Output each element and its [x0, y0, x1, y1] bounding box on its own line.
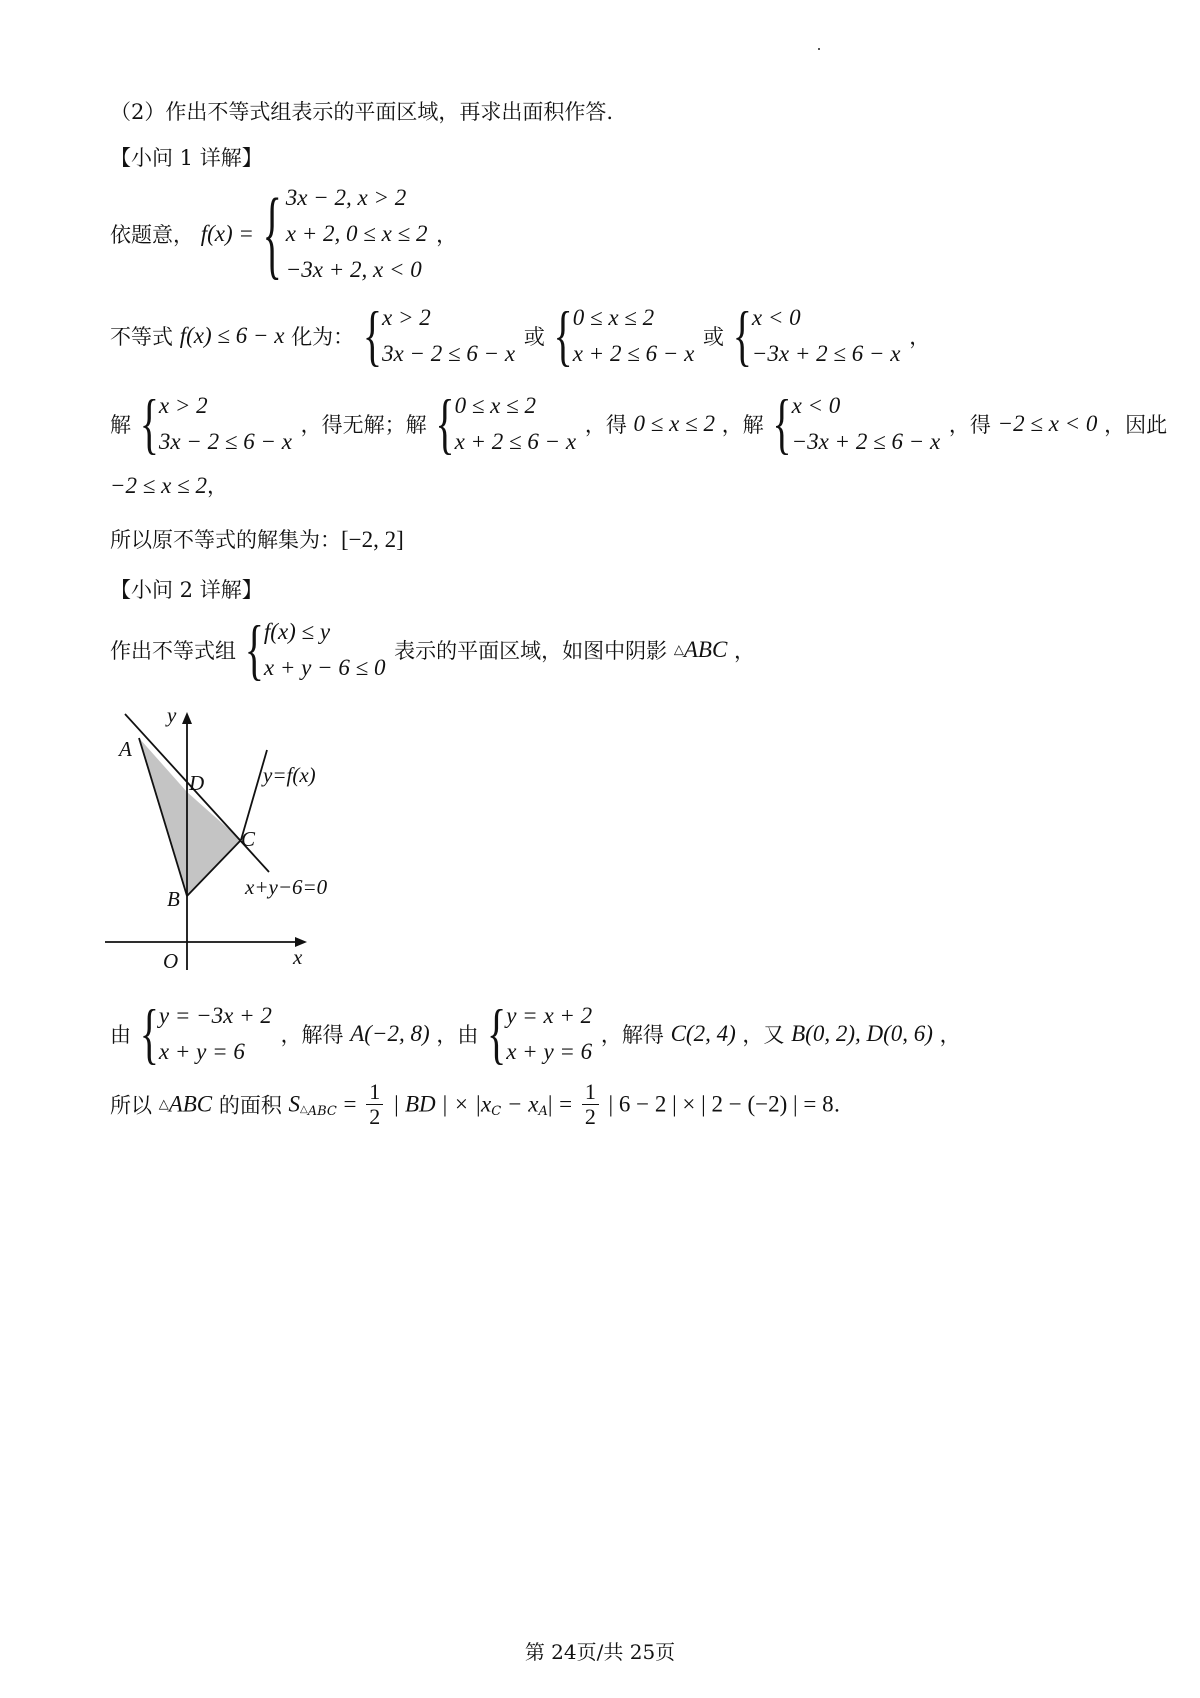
ineq-sys-3: { x < 0 −3x + 2 ≤ 6 − x — [732, 296, 901, 374]
ineq-sys-2: { 0 ≤ x ≤ 2 x + 2 ≤ 6 − x — [553, 296, 695, 374]
fx-case-3: −3x + 2, x < 0 — [285, 257, 422, 282]
label-line: x+y−6=0 — [245, 875, 328, 899]
y-axis-arrow — [182, 712, 192, 724]
solve-sys-1: { x > 2 3x − 2 ≤ 6 − x — [139, 384, 292, 462]
points-line: 由 { y = −3x + 2 x + y = 6 ，解得 A(−2, 8) ，由 { y = x + 2 x + y = 6 ，解得 C(2, 4) ，又 B(0, 2), D(0, 6) ， — [110, 994, 961, 1072]
region-sys: { f(x) ≤ y x + y − 6 ≤ 0 — [244, 610, 386, 688]
label-curve: y=f(x) — [263, 763, 316, 787]
label-c: C — [241, 827, 256, 851]
fx-cases — [262, 176, 428, 289]
fx-definition — [110, 176, 458, 289]
ineq-mid: 化为： — [291, 325, 355, 349]
label-y-axis: y — [167, 703, 177, 727]
fraction-half-2: $\frac{1}{2}$ — [582, 1080, 599, 1129]
solve-sys-2: { 0 ≤ x ≤ 2 x + 2 ≤ 6 − x — [435, 384, 577, 462]
label-x-axis: x — [293, 945, 303, 969]
fraction-half-1: $\frac{1}{2}$ — [366, 1080, 383, 1129]
or-2: 或 — [703, 325, 724, 349]
label-a: A — [119, 737, 132, 761]
fx-prefix: 依题意， — [110, 223, 194, 247]
shaded-triangle-abc — [139, 738, 241, 896]
part2-statement: （2）作出不等式组表示的平面区域，再求出面积作答. — [110, 100, 614, 124]
or-1: 或 — [523, 325, 545, 349]
brace: { — [262, 176, 282, 289]
label-d: D — [189, 771, 205, 795]
page-footer: 第 24页/共 25页 — [524, 1640, 676, 1664]
region-line: 作出不等式组 { f(x) ≤ y x + y − 6 ≤ 0 表示的平面区域，如图中阴影 △ABC ， — [110, 610, 755, 688]
fx-case-1: 3x − 2, x > 2 — [285, 185, 407, 210]
points-sys-1: { y = −3x + 2 x + y = 6 — [139, 994, 272, 1072]
ineq-expr: f(x) ≤ 6 − x — [179, 323, 285, 348]
label-origin: O — [163, 949, 179, 973]
label-b: B — [167, 887, 180, 911]
region-figure — [95, 700, 355, 985]
fx-case-2: x + 2, 0 ≤ x ≤ 2 — [285, 221, 428, 246]
points-sys-2: { y = x + 2 x + y = 6 — [487, 994, 593, 1072]
sub2-heading: 【小问 2 详解】 — [110, 578, 263, 602]
result-line: −2 ≤ x ≤ 2， — [110, 473, 228, 498]
solve-sys-3: { x < 0 −3x + 2 ≤ 6 − x — [772, 384, 941, 462]
ineq-line: 不等式 f(x) ≤ 6 − x 化为： { x > 2 3x − 2 ≤ 6 − x 或 { 0 ≤ x ≤ 2 x + 2 ≤ 6 − x 或 { x < 0 −3x + 2 ≤ 6 − x ， — [110, 296, 931, 374]
fx-suffix: ， — [436, 223, 458, 247]
ineq-sys-1: { x > 2 3x − 2 ≤ 6 − x — [362, 296, 516, 374]
ineq-prefix: 不等式 — [110, 325, 173, 349]
sub1-heading: 【小问 1 详解】 — [110, 146, 263, 170]
scan-dot — [818, 48, 820, 50]
fx-lhs: f(x) = — [200, 221, 254, 246]
solution-set-line: 所以原不等式的解集为：[−2, 2] — [110, 527, 404, 552]
area-line: 所以 △ABC 的面积 $S_{\triangle ABC}$ = $\frac{1}{2}$ | BD | × $|x_C - x_A|$ = $\frac{1}{2}$ | 6 − 2 | × | 2 − (−2) | = 8. — [110, 1079, 841, 1129]
solve-line: 解 { x > 2 3x − 2 ≤ 6 − x ，得无解；解 { 0 ≤ x ≤ 2 x + 2 ≤ 6 − x ，得 0 ≤ x ≤ 2 ，解 { x < 0 −3x + 2 ≤ 6 − x ，得 −2 ≤ x < 0 ，因此 — [110, 384, 1168, 462]
